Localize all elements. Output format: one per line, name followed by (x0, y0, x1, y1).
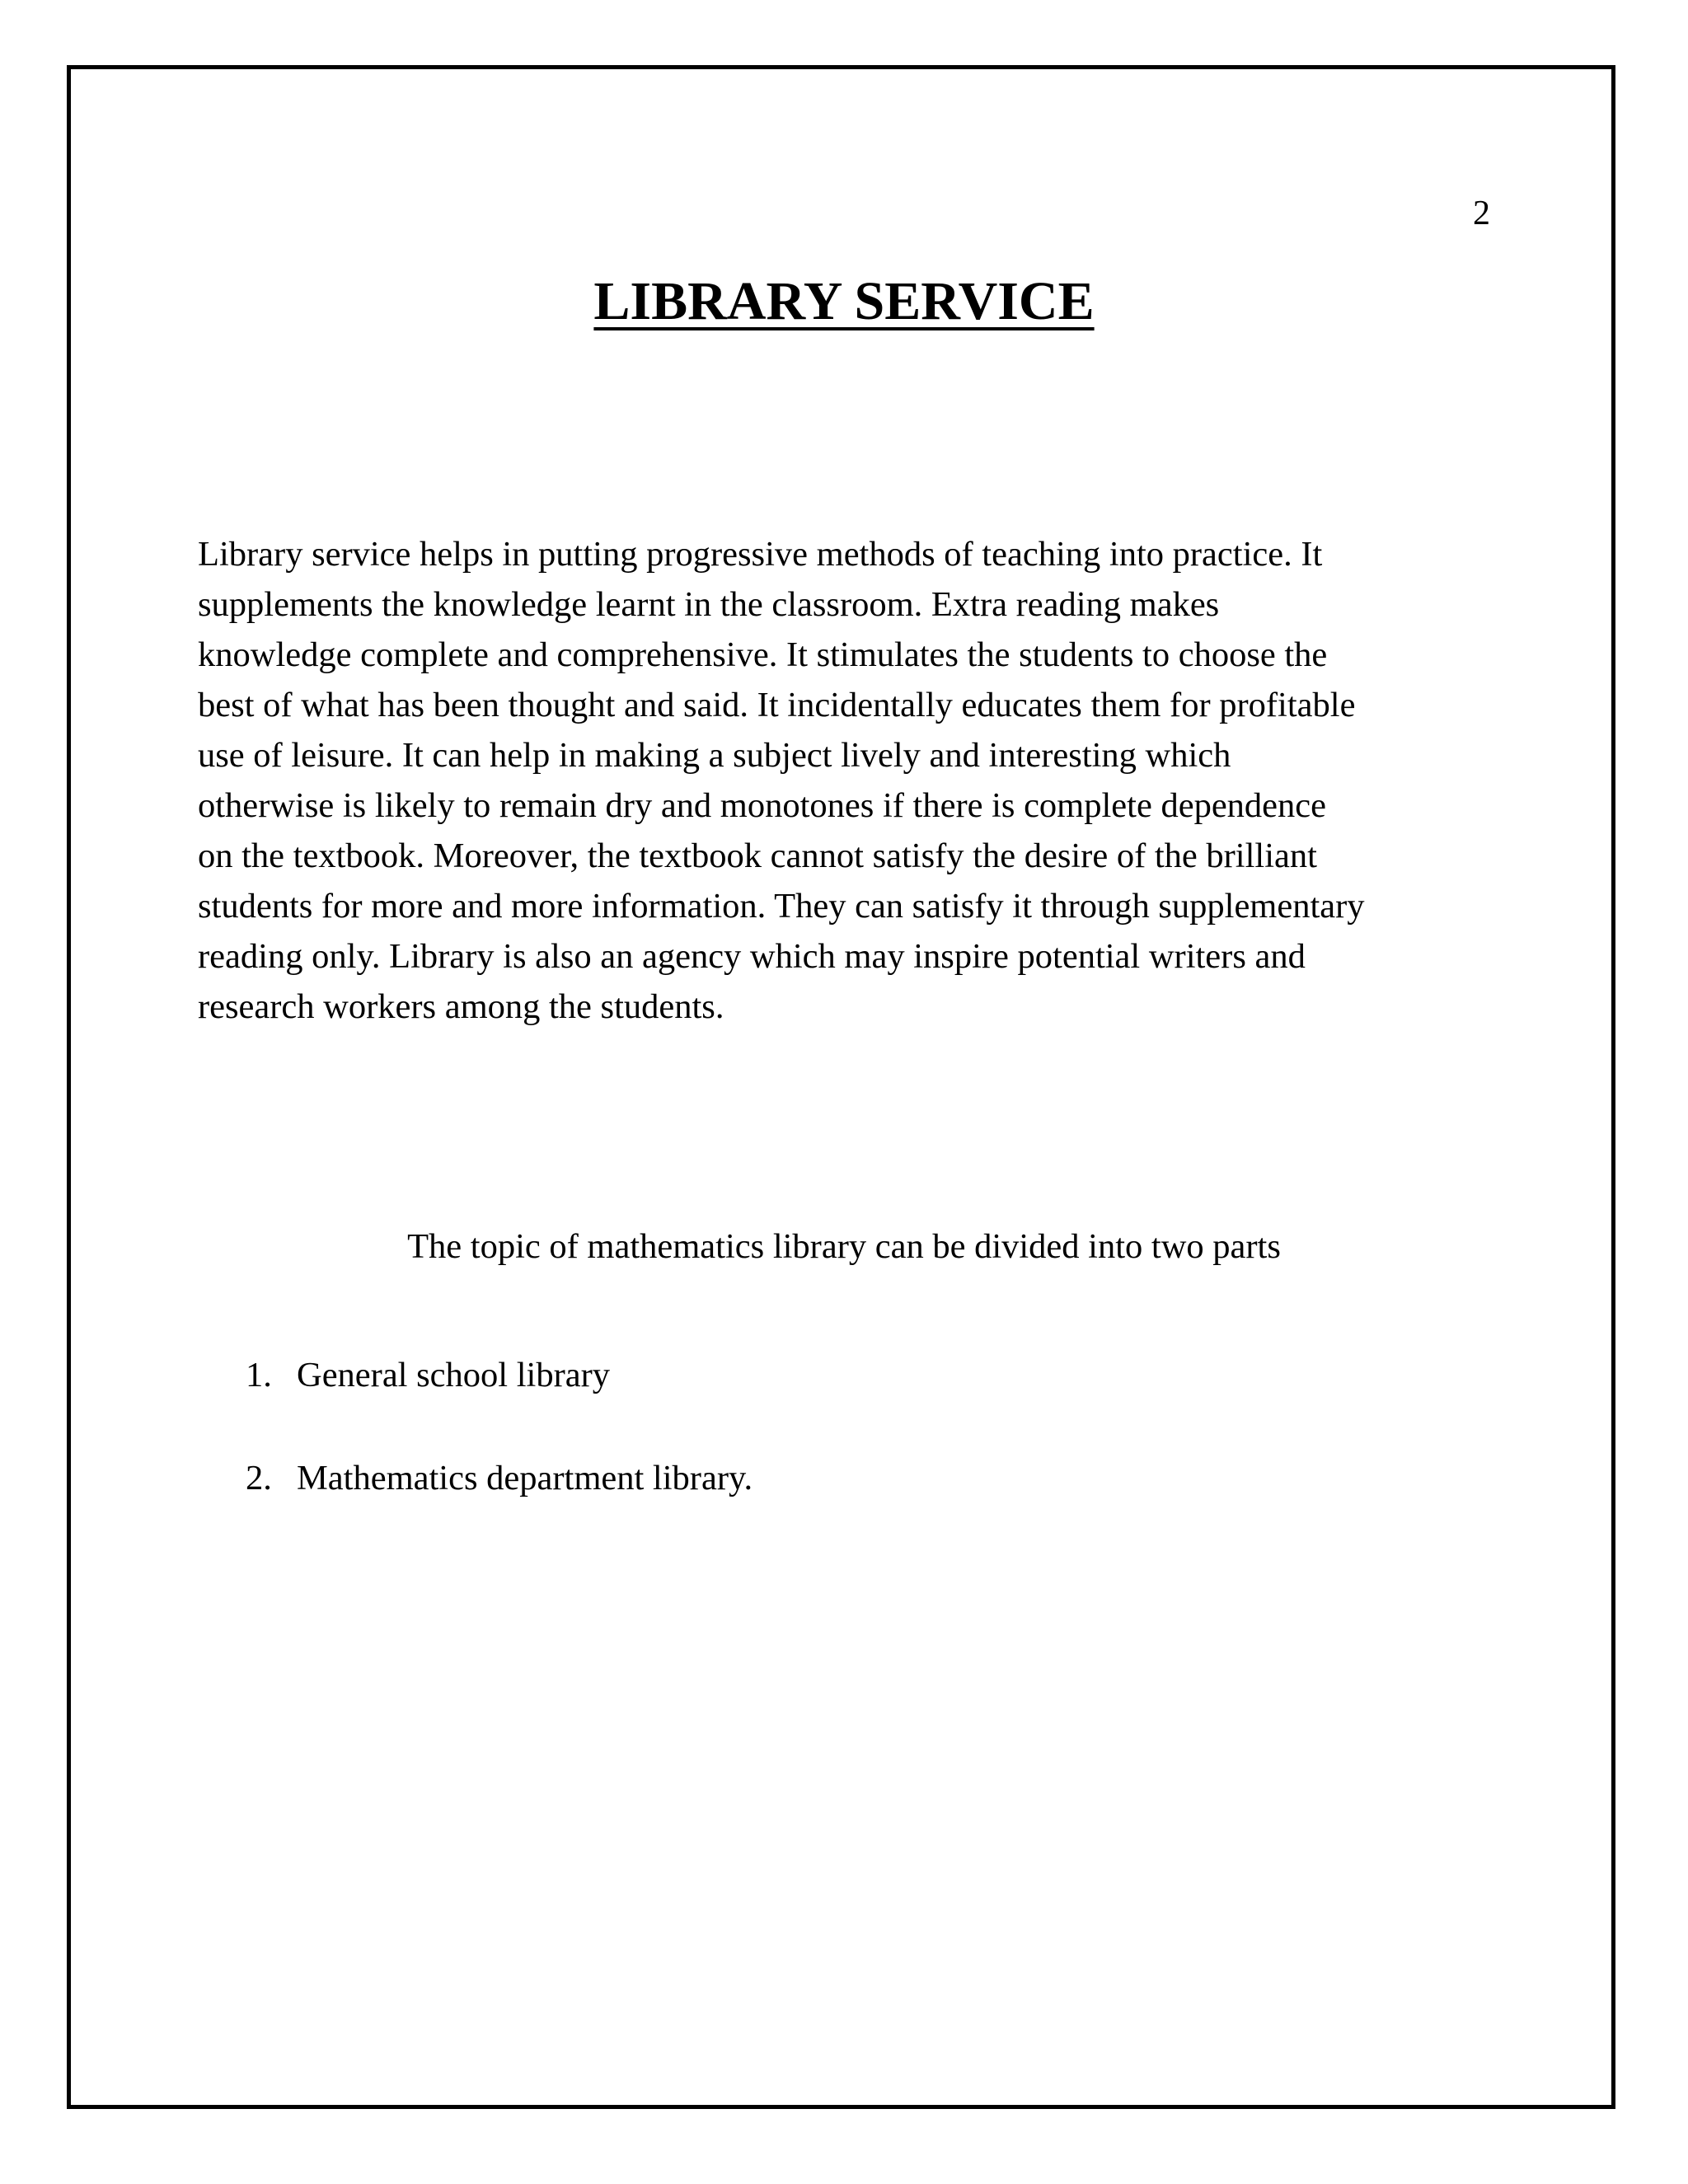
list-intro: The topic of mathematics library can be divided into two parts (407, 1227, 1281, 1266)
paragraph-line: reading only. Library is also an agency which may inspire potential writers and (198, 937, 1306, 976)
page-border (67, 65, 1615, 2109)
paragraph-line: best of what has been thought and said. It incidentally educates them for profitable (198, 686, 1356, 724)
list-item-number: 2. (246, 1459, 272, 1497)
paragraph-line: supplements the knowledge learnt in the classroom. Extra reading makes (198, 585, 1220, 624)
paragraph-line: research workers among the students. (198, 987, 724, 1026)
list-item (246, 1457, 753, 1499)
paragraph-line: on the textbook. Moreover, the textbook cannot satisfy the desire of the brilliant (198, 837, 1317, 875)
paragraph-line: otherwise is likely to remain dry and monotones if there is complete dependence (198, 786, 1327, 825)
page-number: 2 (1473, 194, 1490, 232)
list-item (246, 1354, 753, 1396)
list-item-text: General school library (297, 1356, 610, 1394)
paragraph-line: knowledge complete and comprehensive. It stimulates the students to choose the (198, 635, 1328, 674)
library-parts-list (246, 1354, 753, 1560)
page-title-text: LIBRARY SERVICE (593, 271, 1095, 331)
paragraph-line: students for more and more information. They can satisfy it through supplementary (198, 887, 1365, 926)
list-item-number: 1. (246, 1356, 272, 1394)
paragraph-line: Library service helps in putting progressive methods of teaching into practice. It (198, 535, 1323, 574)
page-title (0, 271, 1688, 331)
body-paragraph (198, 529, 1365, 1032)
list-item-text: Mathematics department library. (297, 1459, 753, 1497)
paragraph-line: use of leisure. It can help in making a subject lively and interesting which (198, 736, 1231, 775)
